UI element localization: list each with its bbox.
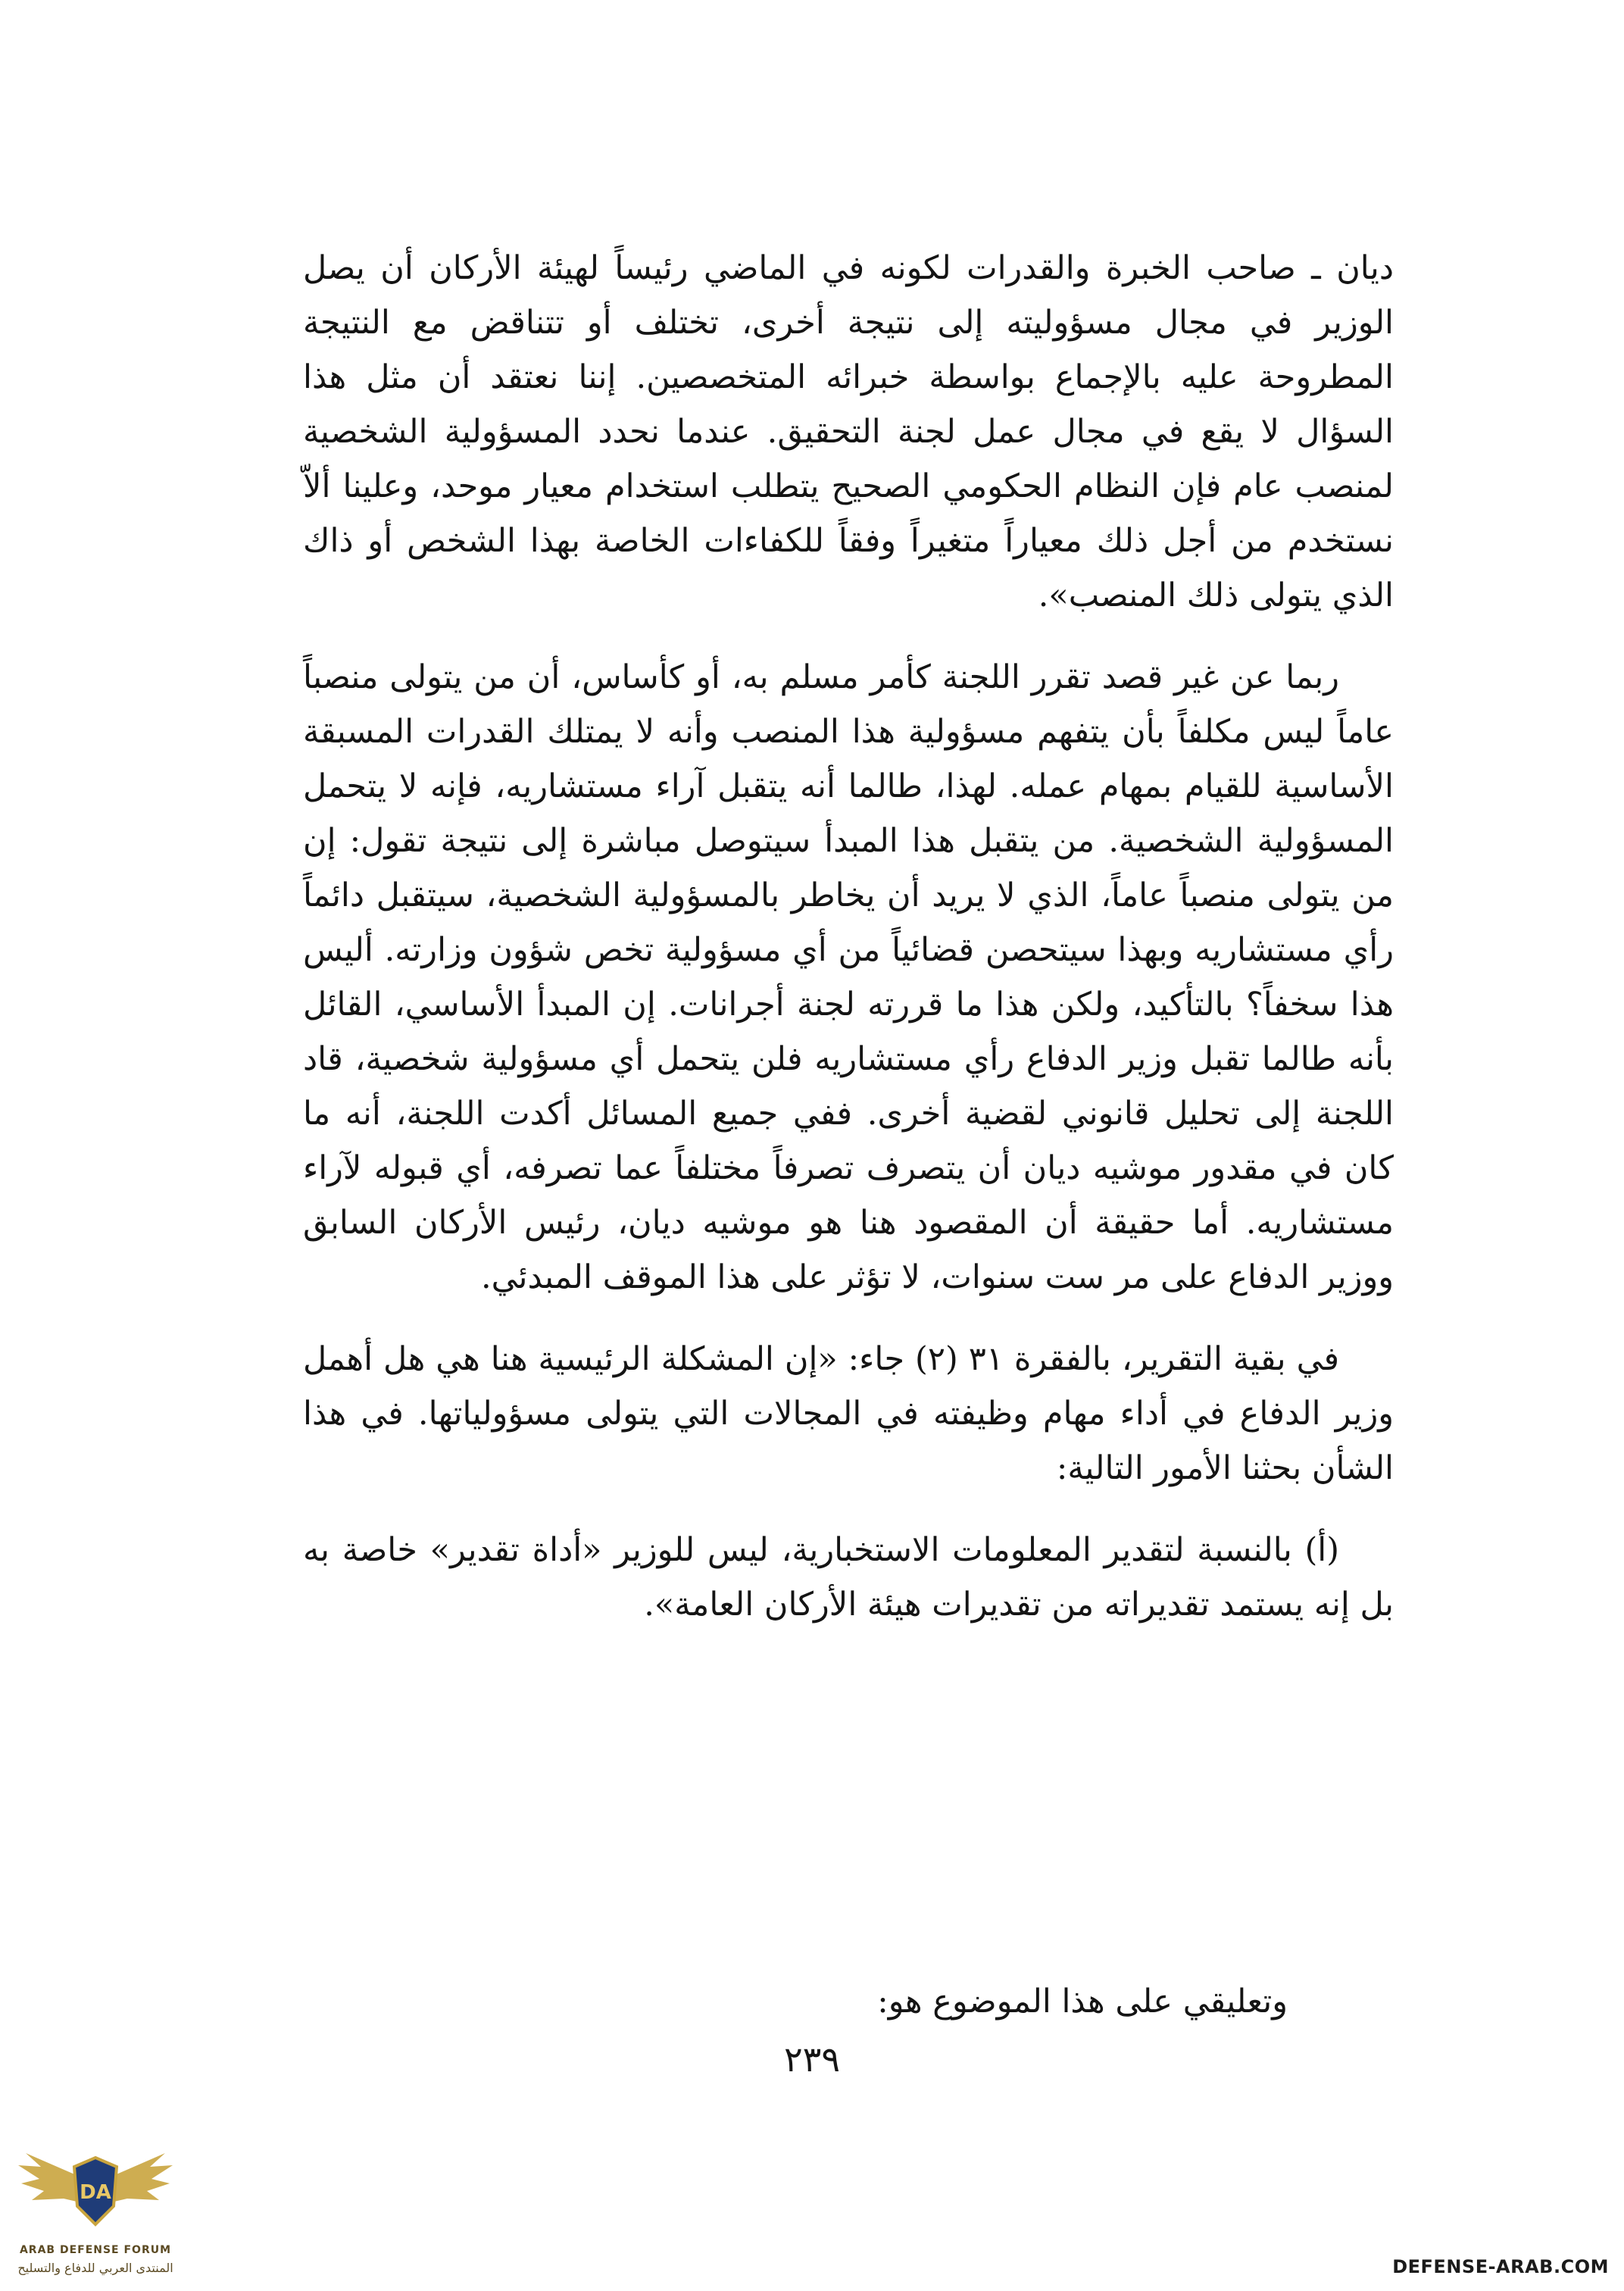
logo-text-english: ARAB DEFENSE FORUM	[19, 2244, 172, 2256]
winged-emblem-icon	[11, 2130, 180, 2244]
forum-logo	[11, 2130, 180, 2288]
document-body	[303, 241, 1394, 1632]
page-number: ٢٣٩	[783, 2039, 841, 2080]
watermark-site-url: DEFENSE-ARAB.COM	[1392, 2256, 1609, 2277]
paragraph-3: في بقية التقرير، بالفقرة ٣١ (٢) جاء: «إن المشكلة الرئيسية هنا هي هل أهمل وزير الدفاع في أداء مهام وظيفته في المجالات التي يتولى مسؤولياتها. في هذا الشأن بحثنا الأمور التالية:	[303, 1340, 1394, 1487]
closing-line: وتعليقي على هذا الموضوع هو:	[877, 1983, 1288, 2021]
paragraph-2: ربما عن غير قصد تقرر اللجنة كأمر مسلم به، أو كأساس، أن من يتولى منصباً عاماً ليس مكلفاً بأن يتفهم مسؤولية هذا المنصب وأنه لا يمتلك القدرات المسبقة الأساسية للقيام بمهام عمله. لهذا، طالما أنه يتقبل آراء مستشاريه، فإنه لا يتحمل المسؤولية الشخصية. من يتقبل هذا المبدأ سيتوصل مباشرة إلى نتيجة تقول: إن من يتولى منصباً عاماً، الذي لا يريد أن يخاطر بالمسؤولية الشخصية، سيتقبل دائماً رأي مستشاريه وبهذا سيتحصن قضائياً من أي مسؤولية تخص شؤون وزارته. أليس هذا سخفاً؟ بالتأكيد، ولكن هذا ما قررته لجنة أجرانات. إن المبدأ الأساسي، القائل بأنه طالما تقبل وزير الدفاع رأي مستشاريه فلن يتحمل أي مسؤولية شخصية، قاد اللجنة إلى تحليل قانوني لقضية أخرى. ففي جميع المسائل أكدت اللجنة، أنه ما كان في مقدور موشيه ديان أن يتصرف تصرفاً مختلفاً عما تصرفه، أي قبوله لآراء مستشاريه. أما حقيقة أن المقصود هنا هو موشيه ديان، رئيس الأركان السابق ووزير الدفاع على مر ست سنوات، لا تؤثر على هذا الموقف المبدئي.	[303, 658, 1394, 1296]
paragraph-1: ديان ـ صاحب الخبرة والقدرات لكونه في الماضي رئيساً لهيئة الأركان أن يصل الوزير في مجال مسؤوليته إلى نتيجة أخرى، تختلف أو تتناقض مع النتيجة المطروحة عليه بالإجماع بواسطة خبرائه المتخصصين. إننا نعتقد أن مثل هذا السؤال لا يقع في مجال عمل لجنة التحقيق. عندما نحدد المسؤولية الشخصية لمنصب عام فإن النظام الحكومي الصحيح يتطلب استخدام معيار موحد، وعلينا ألاّ نستخدم من أجل ذلك معياراً متغيراً وفقاً للكفاءات الخاصة بهذا الشخص أو ذاك الذي يتولى ذلك المنصب».	[303, 249, 1394, 614]
paragraph-4-item-a: (أ) بالنسبة لتقدير المعلومات الاستخبارية، ليس للوزير «أداة تقدير» خاصة به بل إنه يستمد تقديراته من تقديرات هيئة الأركان العامة».	[303, 1531, 1394, 1624]
logo-text-arabic: المنتدى العربي للدفاع والتسليح	[17, 2261, 173, 2275]
logo-initials: DA	[80, 2181, 111, 2204]
